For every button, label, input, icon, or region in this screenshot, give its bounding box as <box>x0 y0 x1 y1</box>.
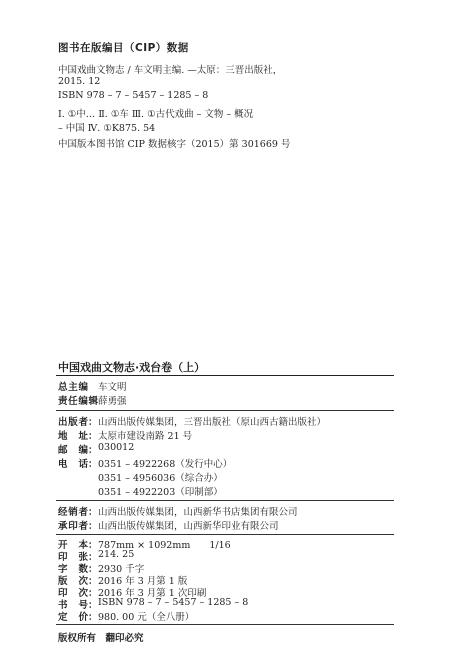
phone-extra: 0351 – 4922203（印制部） <box>98 487 223 498</box>
cip-line: 中国戏曲文物志 / 车文明主编. —太原：三晋出版社， <box>58 65 283 76</box>
book-title: 中国戏曲文物志·戏台卷（上） <box>58 361 206 374</box>
meta-value: 山西出版传媒集团，三晋出版社（原山西古籍出版社） <box>98 417 327 428</box>
meta-colon: ： <box>88 417 98 428</box>
meta-row-responsible-editor <box>58 393 127 407</box>
meta-value: 山西出版传媒集团，山西新华书店集团有限公司 <box>98 507 298 518</box>
meta-row-postcode <box>58 442 134 456</box>
meta-colon: ： <box>88 612 98 623</box>
cip-line: Ⅰ. ①中… Ⅱ. ①车 Ⅲ. ①古代戏曲 – 文物 – 概况 <box>58 109 254 120</box>
meta-colon: ： <box>88 552 98 563</box>
meta-label: 地 址 <box>58 431 88 442</box>
meta-label: 定 价 <box>58 612 88 623</box>
meta-colon: ： <box>88 445 98 456</box>
section-rule <box>56 534 394 535</box>
meta-label: 电 话 <box>58 459 88 470</box>
meta-value: 2016 年 3 月第 1 版 <box>98 576 188 587</box>
meta-value: 车文明 <box>98 382 127 393</box>
meta-label: 字 数 <box>58 564 88 575</box>
cip-line: 2015. 12 <box>58 76 101 87</box>
meta-label: 印 张 <box>58 552 88 563</box>
phone-extra: 0351 – 4956036（综合办） <box>98 473 223 484</box>
meta-value: 980. 00 元（全八册） <box>98 612 195 623</box>
meta-colon <box>88 379 98 393</box>
meta-value: 214. 25 <box>98 549 135 560</box>
meta-value: 薛勇强 <box>98 396 127 407</box>
meta-row-distributor <box>58 504 298 518</box>
meta-value: 2930 千字 <box>98 564 145 575</box>
copyright-notice: 版权所有 翻印必究 <box>58 633 144 644</box>
meta-label: 书 号 <box>58 600 88 611</box>
meta-label: 责 任 编 辑 <box>58 396 98 407</box>
meta-row-chief-editor <box>58 379 127 393</box>
cip-line: ISBN 978 – 7 – 5457 – 1285 – 8 <box>58 90 209 101</box>
section-rule <box>56 500 394 501</box>
meta-row-printer <box>58 518 279 532</box>
meta-colon: ： <box>88 564 98 575</box>
meta-colon: ： <box>88 431 98 442</box>
meta-value: ISBN 978 – 7 – 5457 – 1285 – 8 <box>98 597 249 608</box>
cip-line: – 中国 Ⅳ. ①K875. 54 <box>58 123 156 134</box>
meta-label: 版 次 <box>58 576 88 587</box>
meta-value: 2016 年 3 月第 1 次印刷 <box>98 588 207 599</box>
meta-label: 经 销 者 <box>58 507 88 518</box>
meta-value: 太原市建设南路 21 号 <box>98 431 193 442</box>
meta-label: 开 本 <box>58 540 88 551</box>
meta-colon: ： <box>88 459 98 470</box>
meta-value: 787mm × 1092mm 1/16 <box>98 540 231 551</box>
meta-label: 总 主 编 <box>58 382 88 393</box>
meta-label: 邮 编 <box>58 445 88 456</box>
meta-colon: ： <box>88 576 98 587</box>
meta-colon: ： <box>88 600 98 611</box>
meta-value: 0351 – 4922268（发行中心） <box>98 459 233 470</box>
meta-row-price <box>58 609 194 623</box>
meta-colon: ： <box>88 588 98 599</box>
section-rule <box>56 624 394 625</box>
section-rule <box>56 410 394 411</box>
meta-colon: ： <box>88 507 98 518</box>
meta-row-publisher <box>58 414 326 428</box>
meta-colon: ： <box>88 521 98 532</box>
meta-label: 出 版 者 <box>58 417 88 428</box>
title-rule <box>56 375 394 376</box>
meta-row-address <box>58 428 192 442</box>
meta-value: 山西出版传媒集团，山西新华印业有限公司 <box>98 521 279 532</box>
cip-heading: 图书在版编目（CIP）数据 <box>58 42 189 54</box>
meta-value: 030012 <box>98 442 135 453</box>
meta-label: 承 印 者 <box>58 521 88 532</box>
cip-line: 中国版本图书馆 CIP 数据核字（2015）第 301669 号 <box>58 139 291 150</box>
meta-row-phone <box>58 456 232 470</box>
meta-label: 印 次 <box>58 588 88 599</box>
meta-colon: ： <box>88 540 98 551</box>
